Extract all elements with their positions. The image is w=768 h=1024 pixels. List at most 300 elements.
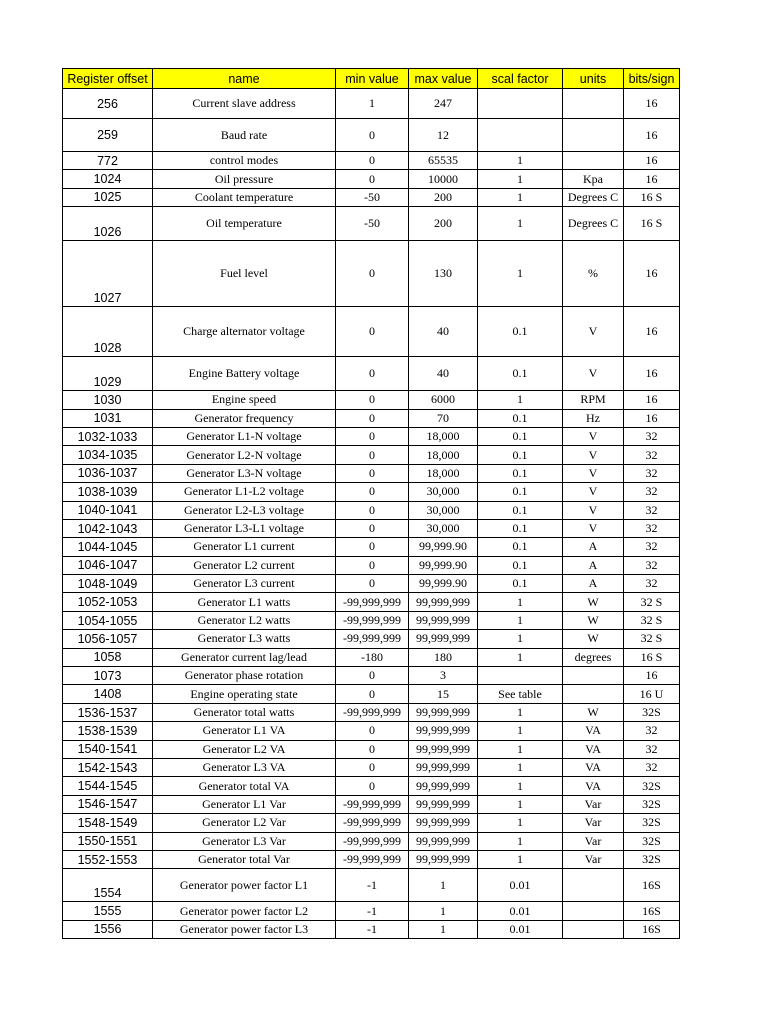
bits-sign-cell: 16: [624, 667, 680, 685]
register-offset-cell: 1544-1545: [63, 777, 153, 795]
min-value-cell: 0: [336, 357, 409, 391]
min-value-cell: -99,999,999: [336, 832, 409, 850]
units-cell: V: [563, 501, 624, 519]
units-cell: [563, 667, 624, 685]
register-offset-cell: 1038-1039: [63, 483, 153, 501]
register-name-cell: Generator L1-N voltage: [153, 427, 336, 445]
col-header-scale-factor: scal factor: [478, 69, 563, 89]
min-value-cell: 0: [336, 409, 409, 427]
register-name-cell: Generator power factor L2: [153, 902, 336, 920]
bits-sign-cell: 32S: [624, 850, 680, 868]
table-row: [63, 920, 680, 938]
units-cell: Kpa: [563, 170, 624, 188]
bits-sign-cell: 32: [624, 758, 680, 776]
min-value-cell: 0: [336, 307, 409, 357]
register-offset-cell: 1548-1549: [63, 814, 153, 832]
max-value-cell: 99,999,999: [409, 758, 478, 776]
register-name-cell: Generator total VA: [153, 777, 336, 795]
table-row: [63, 795, 680, 813]
scale-factor-cell: 1: [478, 740, 563, 758]
scale-factor-cell: 1: [478, 611, 563, 629]
min-value-cell: 0: [336, 722, 409, 740]
min-value-cell: 0: [336, 501, 409, 519]
bits-sign-cell: 32: [624, 740, 680, 758]
table-row: [63, 740, 680, 758]
min-value-cell: -50: [336, 207, 409, 241]
table-row: [63, 611, 680, 629]
register-offset-cell: 1073: [63, 667, 153, 685]
units-cell: A: [563, 538, 624, 556]
scale-factor-cell: 0.1: [478, 464, 563, 482]
register-name-cell: Generator L1 watts: [153, 593, 336, 611]
units-cell: VA: [563, 740, 624, 758]
register-name-cell: Generator total Var: [153, 850, 336, 868]
scale-factor-cell: 1: [478, 814, 563, 832]
scale-factor-cell: 0.01: [478, 902, 563, 920]
max-value-cell: 99,999,999: [409, 832, 478, 850]
register-name-cell: Generator L3 VA: [153, 758, 336, 776]
units-cell: [563, 89, 624, 119]
col-header-min-value: min value: [336, 69, 409, 89]
min-value-cell: 0: [336, 464, 409, 482]
units-cell: Var: [563, 850, 624, 868]
register-name-cell: Current slave address: [153, 89, 336, 119]
max-value-cell: 130: [409, 241, 478, 307]
scale-factor-cell: 1: [478, 832, 563, 850]
min-value-cell: -180: [336, 648, 409, 666]
register-offset-cell: 1052-1053: [63, 593, 153, 611]
register-name-cell: Generator L2 watts: [153, 611, 336, 629]
table-row: [63, 538, 680, 556]
min-value-cell: -99,999,999: [336, 593, 409, 611]
max-value-cell: 15: [409, 685, 478, 703]
units-cell: V: [563, 446, 624, 464]
bits-sign-cell: 16: [624, 89, 680, 119]
register-offset-cell: 1044-1045: [63, 538, 153, 556]
register-name-cell: Generator L2-N voltage: [153, 446, 336, 464]
max-value-cell: 30,000: [409, 501, 478, 519]
scale-factor-cell: 1: [478, 648, 563, 666]
min-value-cell: 0: [336, 391, 409, 409]
min-value-cell: -99,999,999: [336, 703, 409, 721]
scale-factor-cell: 1: [478, 241, 563, 307]
max-value-cell: 200: [409, 207, 478, 241]
table-row: [63, 777, 680, 795]
max-value-cell: 30,000: [409, 519, 478, 537]
scale-factor-cell: 1: [478, 630, 563, 648]
table-row: [63, 464, 680, 482]
units-cell: VA: [563, 722, 624, 740]
col-header-units: units: [563, 69, 624, 89]
min-value-cell: -1: [336, 920, 409, 938]
register-name-cell: Generator L1-L2 voltage: [153, 483, 336, 501]
register-name-cell: Baud rate: [153, 119, 336, 152]
register-offset-cell: 1040-1041: [63, 501, 153, 519]
min-value-cell: -1: [336, 902, 409, 920]
min-value-cell: 0: [336, 777, 409, 795]
max-value-cell: 99,999,999: [409, 611, 478, 629]
register-name-cell: Generator L3 current: [153, 575, 336, 593]
register-offset-cell: 1024: [63, 170, 153, 188]
table-row: [63, 446, 680, 464]
register-offset-cell: 1046-1047: [63, 556, 153, 574]
max-value-cell: 18,000: [409, 464, 478, 482]
scale-factor-cell: 1: [478, 777, 563, 795]
units-cell: V: [563, 427, 624, 445]
scale-factor-cell: [478, 667, 563, 685]
units-cell: degrees: [563, 648, 624, 666]
table-row: [63, 427, 680, 445]
min-value-cell: 0: [336, 427, 409, 445]
scale-factor-cell: 0.1: [478, 556, 563, 574]
register-name-cell: Oil temperature: [153, 207, 336, 241]
register-name-cell: Coolant temperature: [153, 188, 336, 206]
units-cell: Var: [563, 832, 624, 850]
units-cell: V: [563, 519, 624, 537]
table-row: [63, 241, 680, 307]
units-cell: Degrees C: [563, 188, 624, 206]
scale-factor-cell: 0.1: [478, 483, 563, 501]
table-row: [63, 519, 680, 537]
table-row: [63, 556, 680, 574]
max-value-cell: 18,000: [409, 427, 478, 445]
table-row: [63, 391, 680, 409]
max-value-cell: 99,999,999: [409, 703, 478, 721]
min-value-cell: -50: [336, 188, 409, 206]
table-row: [63, 170, 680, 188]
max-value-cell: 99,999,999: [409, 593, 478, 611]
table-row: [63, 648, 680, 666]
register-offset-cell: 259: [63, 119, 153, 152]
min-value-cell: 0: [336, 758, 409, 776]
register-offset-cell: 1029: [63, 357, 153, 391]
register-table: [62, 68, 680, 939]
table-body: [63, 89, 680, 939]
register-name-cell: Generator total watts: [153, 703, 336, 721]
max-value-cell: 200: [409, 188, 478, 206]
bits-sign-cell: 32 S: [624, 630, 680, 648]
max-value-cell: 99,999,999: [409, 795, 478, 813]
bits-sign-cell: 32S: [624, 703, 680, 721]
units-cell: W: [563, 703, 624, 721]
units-cell: W: [563, 611, 624, 629]
register-offset-cell: 1058: [63, 648, 153, 666]
table-row: [63, 501, 680, 519]
bits-sign-cell: 32S: [624, 832, 680, 850]
bits-sign-cell: 32S: [624, 814, 680, 832]
units-cell: [563, 902, 624, 920]
units-cell: V: [563, 483, 624, 501]
max-value-cell: 10000: [409, 170, 478, 188]
max-value-cell: 99,999,999: [409, 814, 478, 832]
scale-factor-cell: 1: [478, 703, 563, 721]
register-offset-cell: 256: [63, 89, 153, 119]
register-offset-cell: 1540-1541: [63, 740, 153, 758]
bits-sign-cell: 32: [624, 722, 680, 740]
register-offset-cell: 1554: [63, 869, 153, 902]
max-value-cell: 6000: [409, 391, 478, 409]
units-cell: [563, 920, 624, 938]
bits-sign-cell: 16: [624, 241, 680, 307]
table-row: [63, 89, 680, 119]
bits-sign-cell: 16: [624, 409, 680, 427]
table-row: [63, 307, 680, 357]
bits-sign-cell: 32: [624, 519, 680, 537]
register-name-cell: Fuel level: [153, 241, 336, 307]
register-name-cell: control modes: [153, 152, 336, 170]
register-name-cell: Generator L1 Var: [153, 795, 336, 813]
scale-factor-cell: 1: [478, 722, 563, 740]
register-name-cell: Generator L2 Var: [153, 814, 336, 832]
min-value-cell: -99,999,999: [336, 611, 409, 629]
bits-sign-cell: 32: [624, 575, 680, 593]
table-row: [63, 832, 680, 850]
col-header-register-offset: Register offset: [63, 69, 153, 89]
scale-factor-cell: 0.1: [478, 538, 563, 556]
bits-sign-cell: 32: [624, 464, 680, 482]
register-name-cell: Generator frequency: [153, 409, 336, 427]
table-row: [63, 152, 680, 170]
min-value-cell: -99,999,999: [336, 814, 409, 832]
min-value-cell: 0: [336, 685, 409, 703]
register-offset-cell: 1550-1551: [63, 832, 153, 850]
units-cell: [563, 685, 624, 703]
table-row: [63, 188, 680, 206]
table-row: [63, 902, 680, 920]
bits-sign-cell: 32: [624, 538, 680, 556]
max-value-cell: 1: [409, 869, 478, 902]
units-cell: A: [563, 556, 624, 574]
col-header-bits-sign: bits/sign: [624, 69, 680, 89]
register-offset-cell: 1048-1049: [63, 575, 153, 593]
bits-sign-cell: 32 S: [624, 593, 680, 611]
max-value-cell: 65535: [409, 152, 478, 170]
register-offset-cell: 1034-1035: [63, 446, 153, 464]
table-row: [63, 483, 680, 501]
bits-sign-cell: 32S: [624, 795, 680, 813]
register-name-cell: Charge alternator voltage: [153, 307, 336, 357]
units-cell: Var: [563, 795, 624, 813]
table-row: [63, 409, 680, 427]
bits-sign-cell: 16: [624, 391, 680, 409]
table-row: [63, 814, 680, 832]
scale-factor-cell: See table: [478, 685, 563, 703]
scale-factor-cell: 0.1: [478, 357, 563, 391]
max-value-cell: 180: [409, 648, 478, 666]
max-value-cell: 99,999,999: [409, 740, 478, 758]
register-offset-cell: 1026: [63, 207, 153, 241]
table-row: [63, 119, 680, 152]
units-cell: [563, 869, 624, 902]
table-row: [63, 630, 680, 648]
scale-factor-cell: 1: [478, 795, 563, 813]
table-row: [63, 722, 680, 740]
min-value-cell: 0: [336, 241, 409, 307]
max-value-cell: 99,999,999: [409, 777, 478, 795]
register-name-cell: Generator L1 VA: [153, 722, 336, 740]
units-cell: Hz: [563, 409, 624, 427]
register-name-cell: Generator L1 current: [153, 538, 336, 556]
min-value-cell: -99,999,999: [336, 850, 409, 868]
scale-factor-cell: 0.1: [478, 446, 563, 464]
min-value-cell: 0: [336, 556, 409, 574]
scale-factor-cell: 1: [478, 593, 563, 611]
register-name-cell: Generator L3 Var: [153, 832, 336, 850]
max-value-cell: 12: [409, 119, 478, 152]
table-row: [63, 703, 680, 721]
bits-sign-cell: 16 S: [624, 648, 680, 666]
register-offset-cell: 1555: [63, 902, 153, 920]
min-value-cell: 0: [336, 483, 409, 501]
scale-factor-cell: 0.01: [478, 869, 563, 902]
units-cell: V: [563, 464, 624, 482]
scale-factor-cell: 0.1: [478, 501, 563, 519]
units-cell: %: [563, 241, 624, 307]
register-name-cell: Generator L2 current: [153, 556, 336, 574]
min-value-cell: 0: [336, 538, 409, 556]
table-row: [63, 758, 680, 776]
table-row: [63, 357, 680, 391]
scale-factor-cell: 1: [478, 170, 563, 188]
register-name-cell: Generator phase rotation: [153, 667, 336, 685]
min-value-cell: 1: [336, 89, 409, 119]
scale-factor-cell: 1: [478, 391, 563, 409]
min-value-cell: -99,999,999: [336, 795, 409, 813]
register-name-cell: Generator L3-N voltage: [153, 464, 336, 482]
units-cell: RPM: [563, 391, 624, 409]
min-value-cell: 0: [336, 575, 409, 593]
scale-factor-cell: 0.1: [478, 307, 563, 357]
bits-sign-cell: 16: [624, 119, 680, 152]
table-row: [63, 593, 680, 611]
bits-sign-cell: 16 S: [624, 188, 680, 206]
bits-sign-cell: 32: [624, 446, 680, 464]
units-cell: VA: [563, 777, 624, 795]
register-name-cell: Generator L3 watts: [153, 630, 336, 648]
bits-sign-cell: 16 U: [624, 685, 680, 703]
min-value-cell: 0: [336, 740, 409, 758]
table-row: [63, 685, 680, 703]
register-offset-cell: 1032-1033: [63, 427, 153, 445]
min-value-cell: 0: [336, 519, 409, 537]
min-value-cell: 0: [336, 119, 409, 152]
units-cell: [563, 152, 624, 170]
max-value-cell: 30,000: [409, 483, 478, 501]
scale-factor-cell: 0.1: [478, 427, 563, 445]
min-value-cell: -99,999,999: [336, 630, 409, 648]
scale-factor-cell: 1: [478, 850, 563, 868]
units-cell: V: [563, 357, 624, 391]
register-offset-cell: 1546-1547: [63, 795, 153, 813]
register-name-cell: Generator power factor L1: [153, 869, 336, 902]
scale-factor-cell: 0.1: [478, 519, 563, 537]
register-offset-cell: 1042-1043: [63, 519, 153, 537]
register-name-cell: Generator L2 VA: [153, 740, 336, 758]
register-offset-cell: 1556: [63, 920, 153, 938]
bits-sign-cell: 16: [624, 307, 680, 357]
max-value-cell: 3: [409, 667, 478, 685]
units-cell: Var: [563, 814, 624, 832]
table-row: [63, 850, 680, 868]
units-cell: [563, 119, 624, 152]
scale-factor-cell: 0.01: [478, 920, 563, 938]
register-name-cell: Generator L3-L1 voltage: [153, 519, 336, 537]
units-cell: V: [563, 307, 624, 357]
bits-sign-cell: 16: [624, 152, 680, 170]
register-offset-cell: 1542-1543: [63, 758, 153, 776]
register-offset-cell: 1036-1037: [63, 464, 153, 482]
register-name-cell: Generator power factor L3: [153, 920, 336, 938]
register-offset-cell: 1027: [63, 241, 153, 307]
bits-sign-cell: 32: [624, 427, 680, 445]
min-value-cell: 0: [336, 170, 409, 188]
header-row: [63, 69, 680, 89]
bits-sign-cell: 16S: [624, 920, 680, 938]
table-row: [63, 869, 680, 902]
scale-factor-cell: 0.1: [478, 409, 563, 427]
register-name-cell: Generator L2-L3 voltage: [153, 501, 336, 519]
bits-sign-cell: 32: [624, 501, 680, 519]
max-value-cell: 247: [409, 89, 478, 119]
register-offset-cell: 1031: [63, 409, 153, 427]
bits-sign-cell: 32 S: [624, 611, 680, 629]
units-cell: W: [563, 593, 624, 611]
bits-sign-cell: 16 S: [624, 207, 680, 241]
bits-sign-cell: 16: [624, 357, 680, 391]
units-cell: Degrees C: [563, 207, 624, 241]
scale-factor-cell: 1: [478, 758, 563, 776]
min-value-cell: 0: [336, 446, 409, 464]
bits-sign-cell: 16S: [624, 869, 680, 902]
max-value-cell: 70: [409, 409, 478, 427]
register-offset-cell: 1408: [63, 685, 153, 703]
register-offset-cell: 1056-1057: [63, 630, 153, 648]
max-value-cell: 40: [409, 307, 478, 357]
min-value-cell: 0: [336, 152, 409, 170]
scale-factor-cell: 1: [478, 207, 563, 241]
register-name-cell: Engine speed: [153, 391, 336, 409]
units-cell: VA: [563, 758, 624, 776]
max-value-cell: 99,999,999: [409, 850, 478, 868]
table-row: [63, 575, 680, 593]
scale-factor-cell: 1: [478, 152, 563, 170]
register-name-cell: Generator current lag/lead: [153, 648, 336, 666]
bits-sign-cell: 32: [624, 483, 680, 501]
scale-factor-cell: [478, 119, 563, 152]
register-offset-cell: 1538-1539: [63, 722, 153, 740]
max-value-cell: 99,999,999: [409, 630, 478, 648]
bits-sign-cell: 16: [624, 170, 680, 188]
bits-sign-cell: 16S: [624, 902, 680, 920]
scale-factor-cell: [478, 89, 563, 119]
register-offset-cell: 1025: [63, 188, 153, 206]
register-offset-cell: 1054-1055: [63, 611, 153, 629]
register-name-cell: Oil pressure: [153, 170, 336, 188]
units-cell: A: [563, 575, 624, 593]
max-value-cell: 40: [409, 357, 478, 391]
max-value-cell: 1: [409, 902, 478, 920]
register-offset-cell: 772: [63, 152, 153, 170]
register-name-cell: Engine Battery voltage: [153, 357, 336, 391]
scale-factor-cell: 0.1: [478, 575, 563, 593]
register-offset-cell: 1536-1537: [63, 703, 153, 721]
col-header-name: name: [153, 69, 336, 89]
max-value-cell: 1: [409, 920, 478, 938]
max-value-cell: 99,999.90: [409, 575, 478, 593]
col-header-max-value: max value: [409, 69, 478, 89]
bits-sign-cell: 32S: [624, 777, 680, 795]
register-offset-cell: 1030: [63, 391, 153, 409]
